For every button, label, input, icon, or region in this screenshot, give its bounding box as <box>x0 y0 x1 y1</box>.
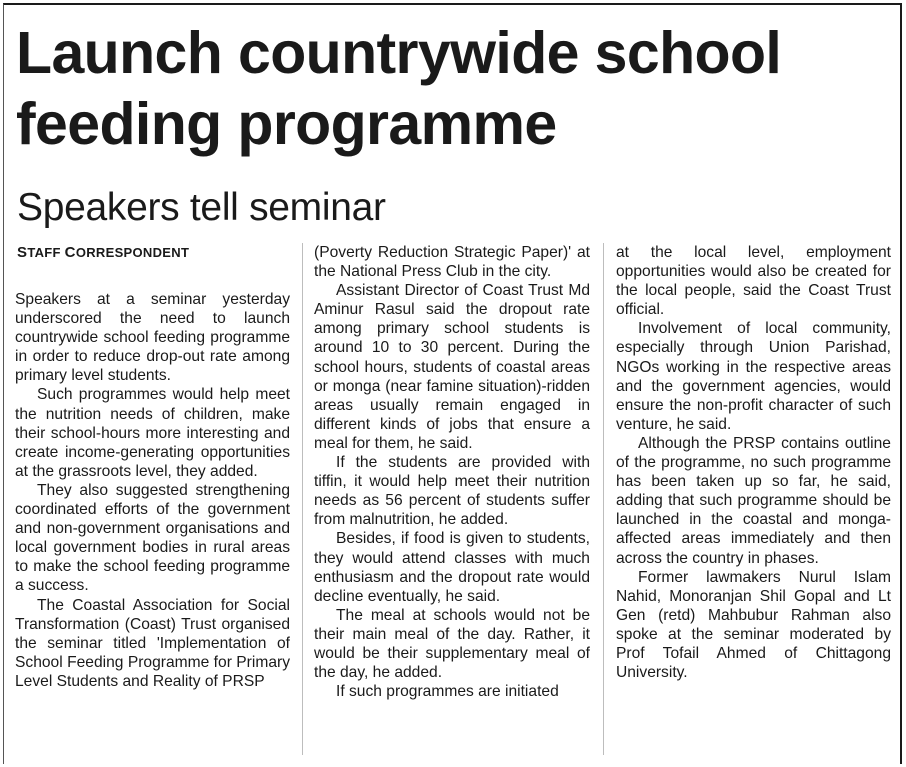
byline: STAFF CORRESPONDENT <box>17 244 190 261</box>
subheadline: Speakers tell seminar <box>17 186 386 229</box>
paragraph: (Poverty Reduction Strategic Paper)' at the National Press Club in the city. <box>314 244 590 281</box>
paragraph: Although the PRSP contains outline of the programme, no such programme has been taken up so far, he said, adding that such programme should be launched in the coastal and monga-affected areas immediately and then across the country in phases. <box>616 434 891 567</box>
headline: Launch countrywide school feeding programme <box>16 20 782 157</box>
paragraph: at the local level, employment opportunities would also be created for the local people, said the Coast Trust official. <box>616 244 891 319</box>
column-2 <box>314 243 590 701</box>
paragraph: The meal at schools would not be their main meal of the day. Rather, it would be their supplementary meal of the day, he added. <box>314 606 590 682</box>
paragraph: Speakers at a seminar yesterday underscored the need to launch countrywide school feeding programme in order to reduce drop-out rate among primary level students. <box>15 291 290 385</box>
paragraph: Such programmes would help meet the nutrition needs of children, make their school-hours more interesting and create income-generating opportunities at the grassroots level, they added. <box>15 386 290 480</box>
paragraph: The Coastal Association for Social Transformation (Coast) Trust organised the seminar titled 'Implementation of School Feeding Programme for Primary Level Students and Reality of PRSP <box>15 596 290 690</box>
paragraph: Former lawmakers Nurul Islam Nahid, Monoranjan Shil Gopal and Lt Gen (retd) Mahbubur Rahman also spoke at the seminar moderated by Prof Tofail Ahmed of Chittagong University. <box>616 568 891 682</box>
column-divider <box>302 243 303 755</box>
paragraph: Besides, if food is given to students, they would attend classes with much enthusiasm and the dropout rate would decline eventually, he said. <box>314 530 590 605</box>
column-1 <box>15 243 290 691</box>
paragraph: Involvement of local community, especially through Union Parishad, NGOs working in the respective areas and the government agencies, would ensure the non-profit character of such venture, he said. <box>616 320 891 433</box>
byline-gap <box>15 262 290 290</box>
paragraph: If the students are provided with tiffin, it would help meet their nutrition needs as 56 percent of students suffer from malnutrition, he added. <box>314 454 590 529</box>
paragraph: They also suggested strengthening coordinated efforts of the government and non-government organisations and local government bodies in rural areas to make the school feeding programme a success. <box>15 481 290 595</box>
column-divider <box>603 243 604 755</box>
paragraph: If such programmes are initiated <box>336 683 559 701</box>
paragraph: Assistant Director of Coast Trust Md Aminur Rasul said the dropout rate among primary school students is around 10 to 30 percent. During the school hours, students of coastal areas or monga (near famine situation)-ridden areas usually remain engaged in different kinds of jobs that ensure a meal for them, he said. <box>314 282 590 452</box>
column-3 <box>616 243 891 682</box>
